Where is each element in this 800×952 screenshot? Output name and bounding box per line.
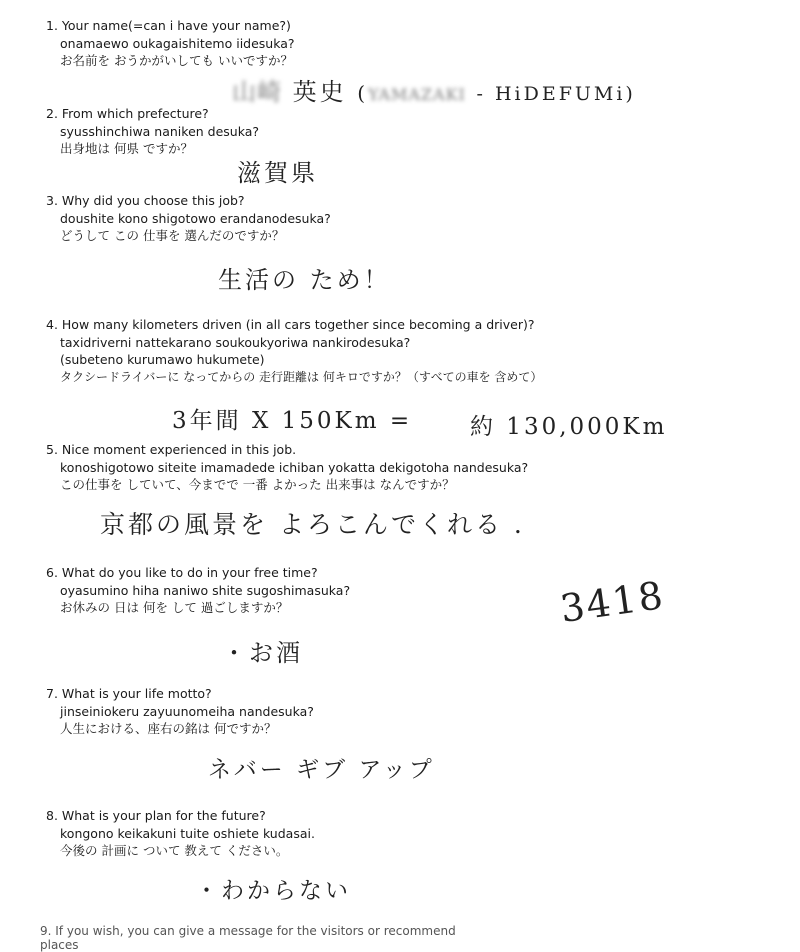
question-6-english: 6. What do you like to do in your free time? (46, 565, 318, 580)
question-6 (46, 564, 350, 617)
question-2 (46, 105, 259, 158)
question-5-japanese: この仕事を していて、今までで 一番 よかった 出来事は なんですか？ (60, 477, 455, 492)
answer-4-calculation: 3年間 X 150Km = (172, 408, 413, 434)
question-5 (46, 441, 528, 494)
question-7-romaji: jinseiniokeru zayuunomeiha nandesuka? (60, 703, 314, 719)
question-7-english: 7. What is your life motto? (46, 686, 212, 701)
question-8-japanese: 今後の 計画に ついて 教えて ください。 (60, 843, 289, 858)
question-3-romaji: doushite kono shigotowo erandanodesuka? (60, 210, 331, 226)
question-8 (46, 807, 315, 860)
answer-1-given-name: 英史 (292, 78, 347, 106)
handwritten-number: 3418 (557, 572, 668, 632)
question-7-japanese: 人生における、座右の銘は 何ですか？ (60, 721, 277, 736)
question-2-english: 2. From which prefecture? (46, 106, 209, 121)
question-4-romaji: taxidriverni nattekarano soukoukyoriwa nankirodesuka? (60, 334, 411, 350)
question-5-english: 5. Nice moment experienced in this job. (46, 442, 297, 457)
answer-1-redacted-surname: 山崎 (232, 78, 282, 106)
question-1-japanese: お名前を おうかがいしても いいですか？ (60, 53, 293, 68)
question-1-english: 1. Your name(=can i have your name?) (46, 18, 291, 33)
answer-6: ・お酒 (222, 639, 303, 667)
question-2-japanese: 出身地は 何県 ですか？ (60, 141, 193, 156)
answer-1 (232, 72, 636, 107)
question-6-japanese: お休みの 日は 何を して 過ごしますか？ (60, 600, 289, 615)
question-9-cutoff: 9. If you wish, you can give a message for the visitors or recommend places (40, 924, 456, 952)
question-4 (46, 316, 542, 386)
answer-1-paren: ( (357, 81, 369, 105)
answer-1-roman-given: - HiDEFUMi) (476, 83, 636, 105)
question-4-japanese: タクシードライバーに なってからの 走行距離は 何キロですか？（すべての車を 含めて） (60, 369, 543, 384)
question-3 (46, 192, 331, 245)
answer-5: 京都の風景を よろこんでくれる . (100, 510, 525, 539)
question-4-romaji-2: (subeteno kurumawo hukumete) (60, 352, 265, 367)
question-2-romaji: syusshinchiwa naniken desuka? (60, 123, 260, 139)
answer-7: ネバー ギブ アップ (208, 757, 435, 783)
question-5-romaji: konoshigotowo siteite imamadede ichiban yokatta dekigotoha nandesuka? (60, 459, 529, 475)
question-8-english: 8. What is your plan for the future? (46, 808, 266, 823)
answer-8: ・わからない (195, 878, 351, 904)
answer-3: 生活の ため！ (218, 266, 391, 294)
answer-2: 滋賀県 (237, 159, 318, 187)
answer-4-total: 約 130,000Km (470, 414, 668, 440)
question-3-english: 3. Why did you choose this job? (46, 193, 245, 208)
answer-1-redacted-roman: YAMAZAKI (368, 85, 466, 104)
question-3-japanese: どうして この 仕事を 選んだのですか？ (60, 228, 285, 243)
question-6-romaji: oyasumino hiha naniwo shite sugoshimasuka? (60, 582, 351, 598)
question-1-romaji: onamaewo oukagaishitemo iidesuka? (60, 35, 295, 51)
question-4-english: 4. How many kilometers driven (in all cars together since becoming a driver)? (46, 317, 535, 332)
question-1 (46, 17, 295, 70)
question-8-romaji: kongono keikakuni tuite oshiete kudasai. (60, 825, 315, 841)
question-7 (46, 685, 314, 738)
